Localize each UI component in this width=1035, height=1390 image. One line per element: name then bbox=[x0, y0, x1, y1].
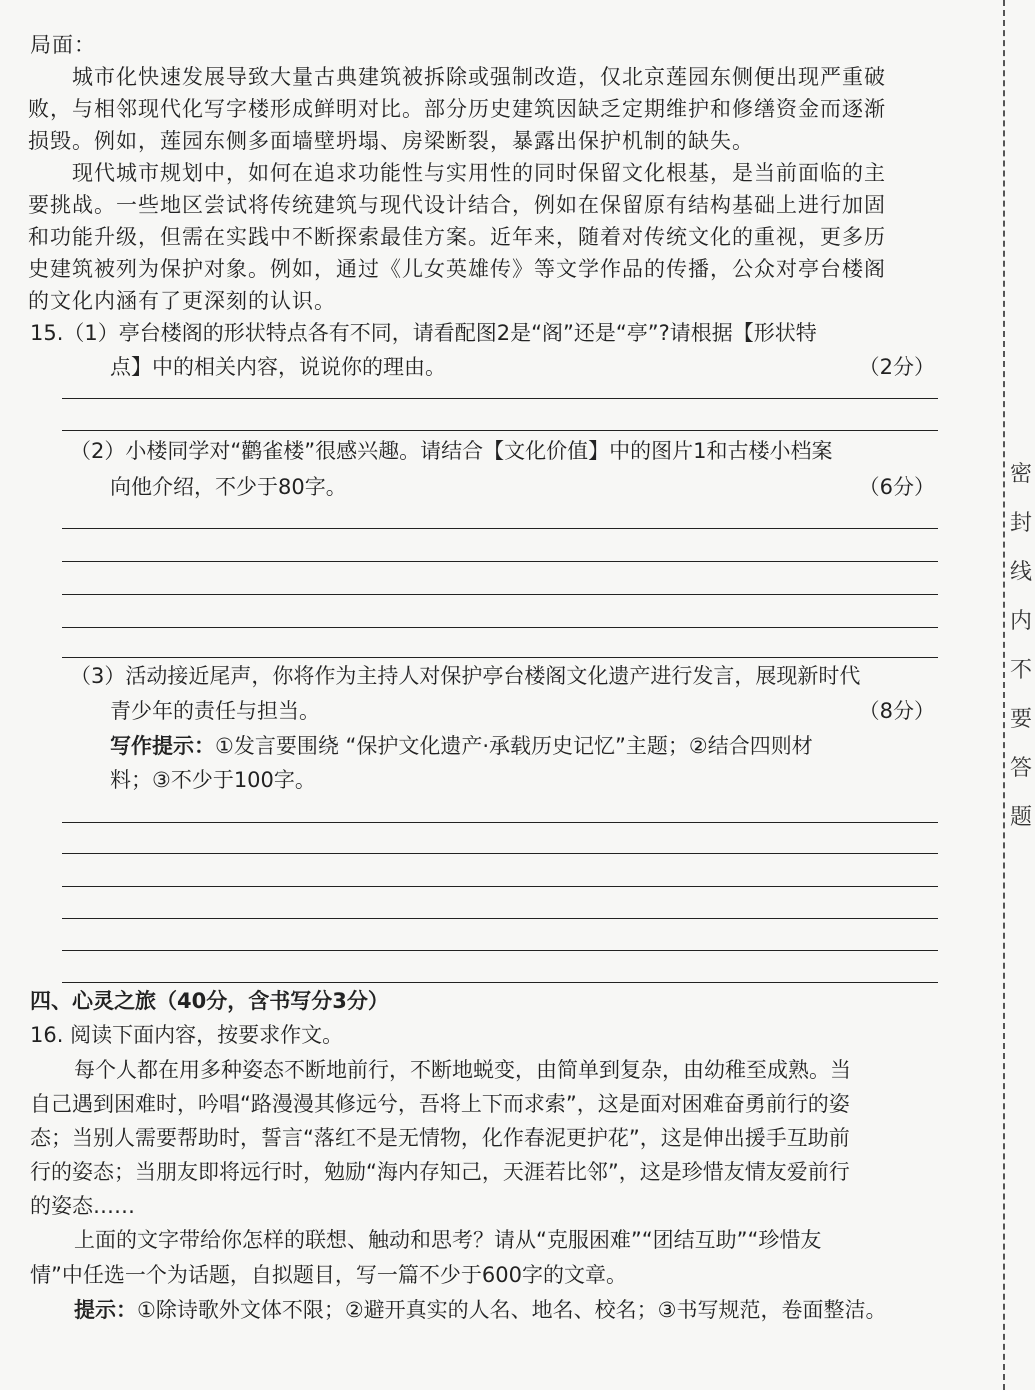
answer-line[interactable] bbox=[62, 853, 938, 854]
para1-line-3: 损毁。例如，莲园东侧多面墙壁坍塌、房梁断裂，暴露出保护机制的缺失。 bbox=[28, 129, 754, 153]
seal-char: 密 bbox=[1009, 462, 1032, 487]
q15-3-tip-text: ①发言要围绕 “保护文化遗产·承载历史记忆”主题；②结合四则材 bbox=[215, 734, 813, 758]
answer-line[interactable] bbox=[62, 886, 938, 887]
para2-line-5: 的文化内涵有了更深刻的认识。 bbox=[28, 289, 336, 313]
para1-line-2: 败，与相邻现代化写字楼形成鲜明对比。部分历史建筑因缺乏定期维护和修缮资金而逐渐 bbox=[28, 97, 886, 121]
q16-para2-line-1: 上面的文字带给你怎样的联想、触动和思考？请从“克服困难”“团结互助”“珍惜友 bbox=[74, 1228, 822, 1252]
q15-3-tip-line-2: 料；③不少于100字。 bbox=[110, 768, 316, 792]
answer-line[interactable] bbox=[62, 657, 938, 658]
q16-para1-line-2: 自己遇到困难时，吟唱“路漫漫其修远兮，吾将上下而求索”，这是面对困难奋勇前行的姿 bbox=[30, 1092, 850, 1116]
q15-2-line-1: （2）小楼同学对“鹳雀楼”很感兴趣。请结合【文化价值】中的图片1和古楼小档案 bbox=[70, 439, 833, 463]
q15-3-line-1: （3）活动接近尾声，你将作为主持人对保护亭台楼阁文化遗产进行发言，展现新时代 bbox=[70, 664, 861, 688]
seal-char: 线 bbox=[1009, 560, 1032, 585]
answer-line[interactable] bbox=[62, 822, 938, 823]
seal-dashed-line bbox=[1003, 0, 1005, 1390]
para2-line-4: 史建筑被列为保护对象。例如，通过《儿女英雄传》等文学作品的传播，公众对亭台楼阁 bbox=[28, 257, 886, 281]
seal-char: 题 bbox=[1009, 805, 1032, 830]
q16-para2-line-2: 情”中任选一个为话题，自拟题目，写一篇不少于600字的文章。 bbox=[30, 1263, 627, 1287]
q16-tip bbox=[74, 1295, 886, 1325]
answer-line[interactable] bbox=[62, 528, 938, 529]
para1-line-1: 城市化快速发展导致大量古典建筑被拆除或强制改造，仅北京莲园东侧便出现严重破 bbox=[72, 65, 886, 89]
answer-line[interactable] bbox=[62, 561, 938, 562]
q16-tip-text: ①除诗歌外文体不限；②避开真实的人名、地名、校名；③书写规范，卷面整洁。 bbox=[137, 1298, 887, 1322]
section-4-heading: 四、心灵之旅（40分，含书写分3分） bbox=[30, 989, 389, 1013]
seal-notice bbox=[1009, 450, 1033, 842]
seal-char: 不 bbox=[1009, 658, 1032, 683]
q15-1-score: （2分） bbox=[858, 355, 935, 379]
para2-line-2: 要挑战。一些地区尝试将传统建筑与现代设计结合，例如在保留原有结构基础上进行加固 bbox=[28, 193, 886, 217]
answer-line[interactable] bbox=[62, 594, 938, 595]
q15-3-score: （8分） bbox=[858, 699, 935, 723]
answer-line[interactable] bbox=[62, 982, 938, 983]
answer-line[interactable] bbox=[62, 918, 938, 919]
intro-heading: 局面： bbox=[30, 33, 96, 57]
q16-para1-line-4: 行的姿态；当朋友即将远行时，勉励“海内存知己，天涯若比邻”，这是珍惜友情友爱前行 bbox=[30, 1160, 850, 1184]
para2-line-1: 现代城市规划中，如何在追求功能性与实用性的同时保留文化根基，是当前面临的主 bbox=[72, 161, 886, 185]
seal-char: 答 bbox=[1009, 756, 1032, 781]
q15-3-line-2: 青少年的责任与担当。 bbox=[110, 699, 320, 723]
answer-line[interactable] bbox=[62, 430, 938, 431]
q16-para1-line-5: 的姿态…… bbox=[30, 1194, 135, 1218]
answer-line[interactable] bbox=[62, 398, 938, 399]
q15-2-line-2: 向他介绍，不少于80字。 bbox=[110, 475, 347, 499]
answer-line[interactable] bbox=[62, 950, 938, 951]
seal-char: 封 bbox=[1009, 511, 1032, 536]
q15-1-line-2: 点】中的相关内容，说说你的理由。 bbox=[110, 355, 446, 379]
q16-title: 16. 阅读下面内容，按要求作文。 bbox=[30, 1023, 344, 1047]
q15-2-score: （6分） bbox=[858, 475, 935, 499]
q16-para1-line-1: 每个人都在用多种姿态不断地前行，不断地蜕变，由简单到复杂，由幼稚至成熟。当 bbox=[74, 1058, 851, 1082]
q15-3-tip-line-1 bbox=[110, 731, 813, 761]
para2-line-3: 和功能升级，但需在实践中不断探索最佳方案。近年来，随着对传统文化的重视，更多历 bbox=[28, 225, 886, 249]
q15-1-line-1: 15.（1）亭台楼阁的形状特点各有不同，请看配图2是“阁”还是“亭”?请根据【形状特 bbox=[30, 321, 817, 345]
seal-char: 内 bbox=[1009, 609, 1032, 634]
seal-char: 要 bbox=[1009, 707, 1032, 732]
q16-para1-line-3: 态；当别人需要帮助时，誓言“落红不是无情物，化作春泥更护花”，这是伸出援手互助前 bbox=[30, 1126, 850, 1150]
q16-tip-label: 提示： bbox=[74, 1298, 137, 1322]
q15-3-tip-label: 写作提示： bbox=[110, 734, 215, 758]
answer-line[interactable] bbox=[62, 627, 938, 628]
